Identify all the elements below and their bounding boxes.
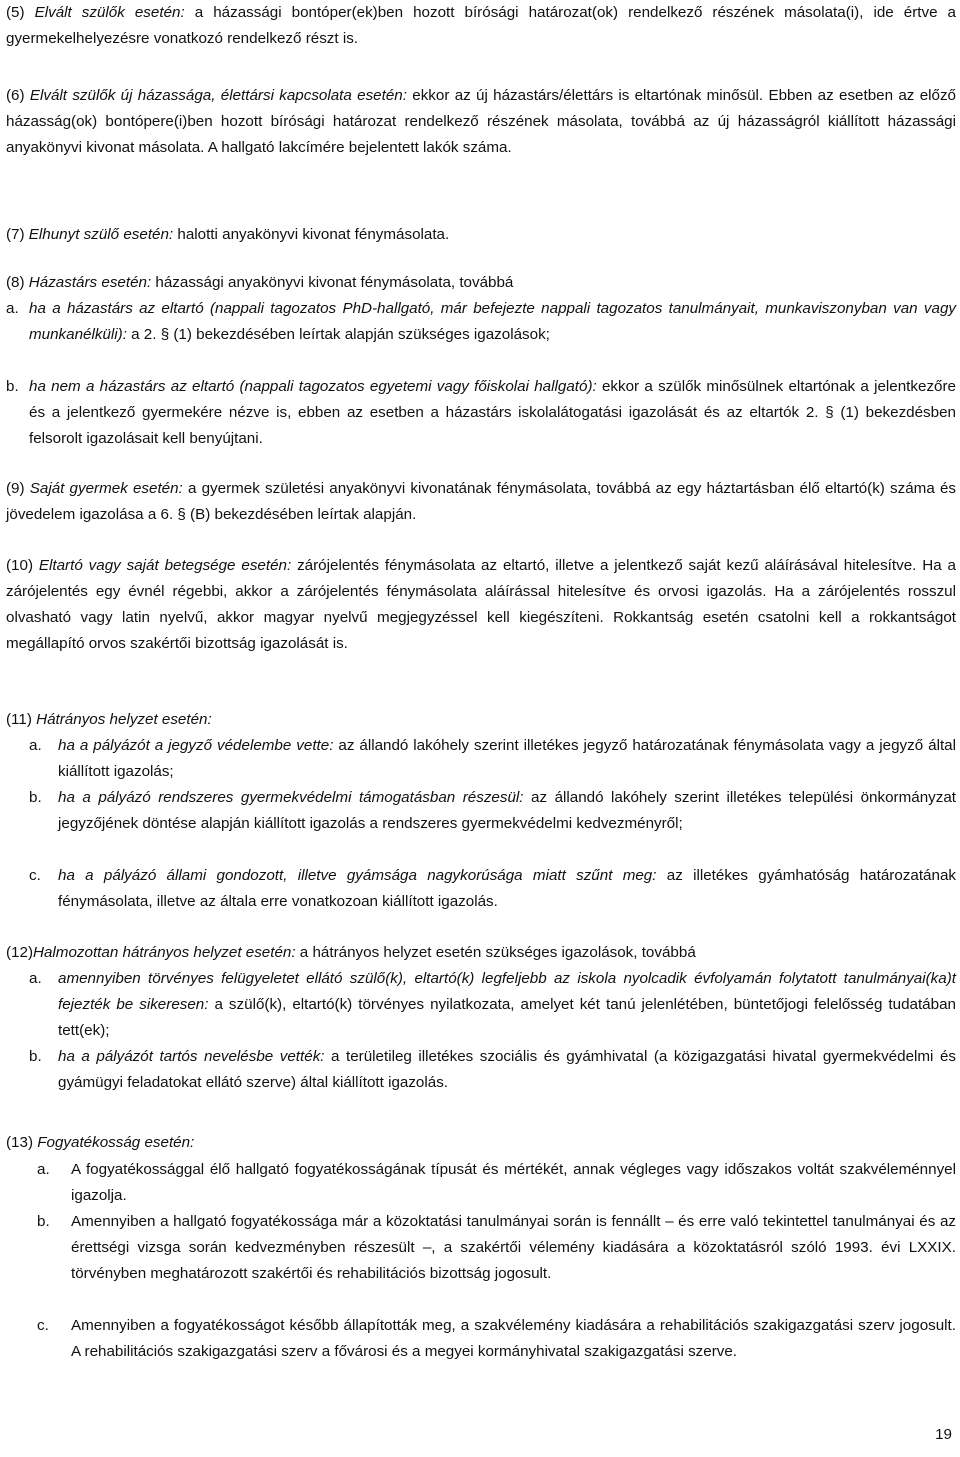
paragraph-text: ekkor az új házastárs/élettárs is eltartónak minősül. Ebben az esetben az előző házasság(ok) bontópere(i)ben hozott bírósági határozat rendelkező részének másolata, továbbá az új házasságról kiállított házassági anyakönyvi kivonat másolata. A hallgató lakcímére bejelentett lakók száma. (6, 87, 956, 156)
paragraph-text: a hátrányos helyzet esetén szükséges igazolások, továbbá (295, 944, 696, 961)
list-item-text: a 2. § (1) bekezdésében leírtak alapján szükséges igazolások; (126, 326, 550, 343)
paragraph-text: halotti anyakönyvi kivonat fénymásolata. (173, 226, 450, 243)
list-item-text: ekkor a szülők minősülnek eltartónak a jelentkezőre és a jelentkező gyermekére nézve is, ebben az esetben a házastárs iskolalátogatási igazolását és az eltartók 2. § (1) bekezdésben felsorolt igazolásait kell benyújtani. (29, 378, 956, 447)
list-item-lead: amennyiben törvényes felügyeletet ellátó szülő(k), eltartó(k) legfeljebb az iskola nyolcadik évfolyamán folytatott tanulmányai(ka)t fejezték be sikeresen: (58, 970, 956, 1013)
paragraph-number: (6) (6, 87, 30, 104)
list-letter: a. (29, 737, 42, 754)
paragraph-12 (6, 940, 956, 966)
paragraph-8 (6, 270, 956, 296)
paragraph-lead: Halmozottan hátrányos helyzet esetén: (33, 944, 296, 961)
paragraph-lead: Házastárs esetén: (28, 274, 152, 291)
paragraph-text: a házassági bontóper(ek)ben hozott bírósági határozat(ok) rendelkező részének másolata(i), ide értve a gyermekelhelyezésre vonatkozó rendelkező részt is. (6, 4, 957, 47)
list-item-text: az állandó lakóhely szerint illetékes jegyző határozatának fénymásolata vagy a jegyző által kiállított igazolás; (58, 737, 956, 780)
list-item-11b (58, 785, 956, 837)
list-letter: a. (37, 1161, 50, 1178)
list-item-lead: ha a pályázó rendszeres gyermekvédelmi támogatásban részesül: (58, 789, 524, 806)
list-item-13b: Amennyiben a hallgató fogyatékossága már a közoktatási tanulmányai során is fennállt – és erre való tekintettel tanulmányai és az érettségi vizsga során kedvezményben részesült –, a szakértői vélemény kiadására a közoktatásról szóló 1993. évi LXXIX. törvényben meghatározott szakértői és rehabilitációs bizottság jogosult. (71, 1213, 956, 1282)
paragraph-lead: Eltartó vagy saját betegsége esetén: (38, 557, 292, 574)
list-item-8b (29, 374, 956, 452)
list-item-text: a szülő(k), eltartó(k) törvényes nyilatkozata, amelyet két tanú jelenlétében, büntetőjogi felelősség tudatában tett(ek); (58, 996, 956, 1039)
paragraph-number: (7) (6, 226, 29, 243)
list-item-12a (58, 966, 956, 1044)
list-letter: b. (29, 1048, 42, 1065)
paragraph-text: a gyermek születési anyakönyvi kivonatának fénymásolata, továbbá az egy háztartásban élő eltartó(k) száma és jövedelem igazolása a 6. § (B) bekezdésében leírtak alapján. (6, 480, 956, 523)
list-item-12b (58, 1044, 956, 1096)
paragraph-7 (6, 222, 956, 248)
list-item-11c (58, 863, 956, 915)
paragraph-13 (6, 1130, 956, 1156)
paragraph-number: (12) (6, 944, 34, 961)
list-item-text: az illetékes gyámhatóság határozatának fénymásolata, illetve az általa erre vonatkozoan kiállított igazolás. (58, 867, 956, 910)
paragraph-lead: Elvált szülők esetén: (34, 4, 185, 21)
list-item-13a: A fogyatékossággal élő hallgató fogyatékosságának típusát és mértékét, annak végleges vagy időszakos voltát szakvéleménnyel igazolja. (71, 1161, 956, 1204)
list-letter: b. (6, 378, 19, 395)
paragraph-10 (6, 553, 956, 657)
list-letter: b. (29, 789, 42, 806)
paragraph-number: (13) (6, 1134, 38, 1151)
paragraph-number: (9) (6, 480, 30, 497)
paragraph-number: (11) (6, 711, 37, 728)
paragraph-lead: Hátrányos helyzet esetén: (36, 711, 212, 728)
list-item-lead: ha a pályázót a jegyző védelembe vette: (58, 737, 334, 754)
paragraph-number: (5) (6, 4, 35, 21)
list-item-lead: ha nem a házastárs az eltartó (nappali tagozatos egyetemi vagy főiskolai hallgató): (29, 378, 597, 395)
paragraph-lead: Elhunyt szülő esetén: (28, 226, 174, 243)
list-letter: b. (37, 1213, 50, 1230)
paragraph-9 (6, 476, 956, 528)
paragraph-lead: Fogyatékosság esetén: (37, 1134, 195, 1151)
list-item-text: az állandó lakóhely szerint illetékes települési önkormányzat jegyzőjének döntése alapján kiállított igazolás a rendszeres gyermekvédelmi kedvezményről; (58, 789, 956, 832)
list-item-lead: ha a házastárs az eltartó (nappali tagozatos PhD-hallgató, már befejezte nappali tagozatos tanulmányait, munkaviszonyban van vagy munkanélküli): (29, 300, 956, 343)
list-letter: c. (37, 1317, 49, 1334)
paragraph-lead: Elvált szülők új házassága, élettársi kapcsolata esetén: (29, 87, 407, 104)
paragraph-text: zárójelentés fénymásolata az eltartó, illetve a jelentkező saját kezű aláírásával hitelesítve. Ha a zárójelentés egy évnél régebbi, akkor a zárójelentés fénymásolata aláírással hitelesítve és orvosi igazolás. Ha a zárójelentés rosszul olvasható vagy latin nyelvű, akkor magyar nyelvű megjegyzéssel kell kiegészíteni. Rokkantság esetén csatolni kell a rokkantságot megállapító orvos szakértői bizottság igazolását is. (6, 557, 956, 652)
paragraph-11 (6, 707, 956, 733)
paragraph-number: (10) (6, 557, 39, 574)
page-number: 19 (935, 1426, 952, 1443)
list-item-11a (58, 733, 956, 785)
list-item-13c: Amennyiben a fogyatékosságot később állapították meg, a szakvélemény kiadására a rehabilitációs szakigazgatási szerv jogosult. A rehabilitációs szakigazgatási szerv a fővárosi és a megyei kormányhivatal szakigazgatási szerve. (71, 1317, 956, 1360)
paragraph-6 (6, 83, 956, 161)
paragraph-number: (8) (6, 274, 29, 291)
list-item-text: a területileg illetékes szociális és gyámhivatal (a közigazgatási hivatal gyermekvédelmi és gyámügyi feladatokat ellátó szerve) által kiállított igazolás. (58, 1048, 956, 1091)
paragraph-text: házassági anyakönyvi kivonat fénymásolata, továbbá (151, 274, 514, 291)
list-letter: a. (29, 970, 42, 987)
list-letter: c. (29, 867, 41, 884)
list-item-lead: ha a pályázót tartós nevelésbe vették: (58, 1048, 325, 1065)
paragraph-lead: Saját gyermek esetén: (29, 480, 183, 497)
list-item-lead: ha a pályázó állami gondozott, illetve gyámsága nagykorúsága miatt szűnt meg: (58, 867, 657, 884)
paragraph-5 (6, 0, 956, 52)
list-letter: a. (6, 300, 19, 317)
list-item-8a (29, 296, 956, 348)
